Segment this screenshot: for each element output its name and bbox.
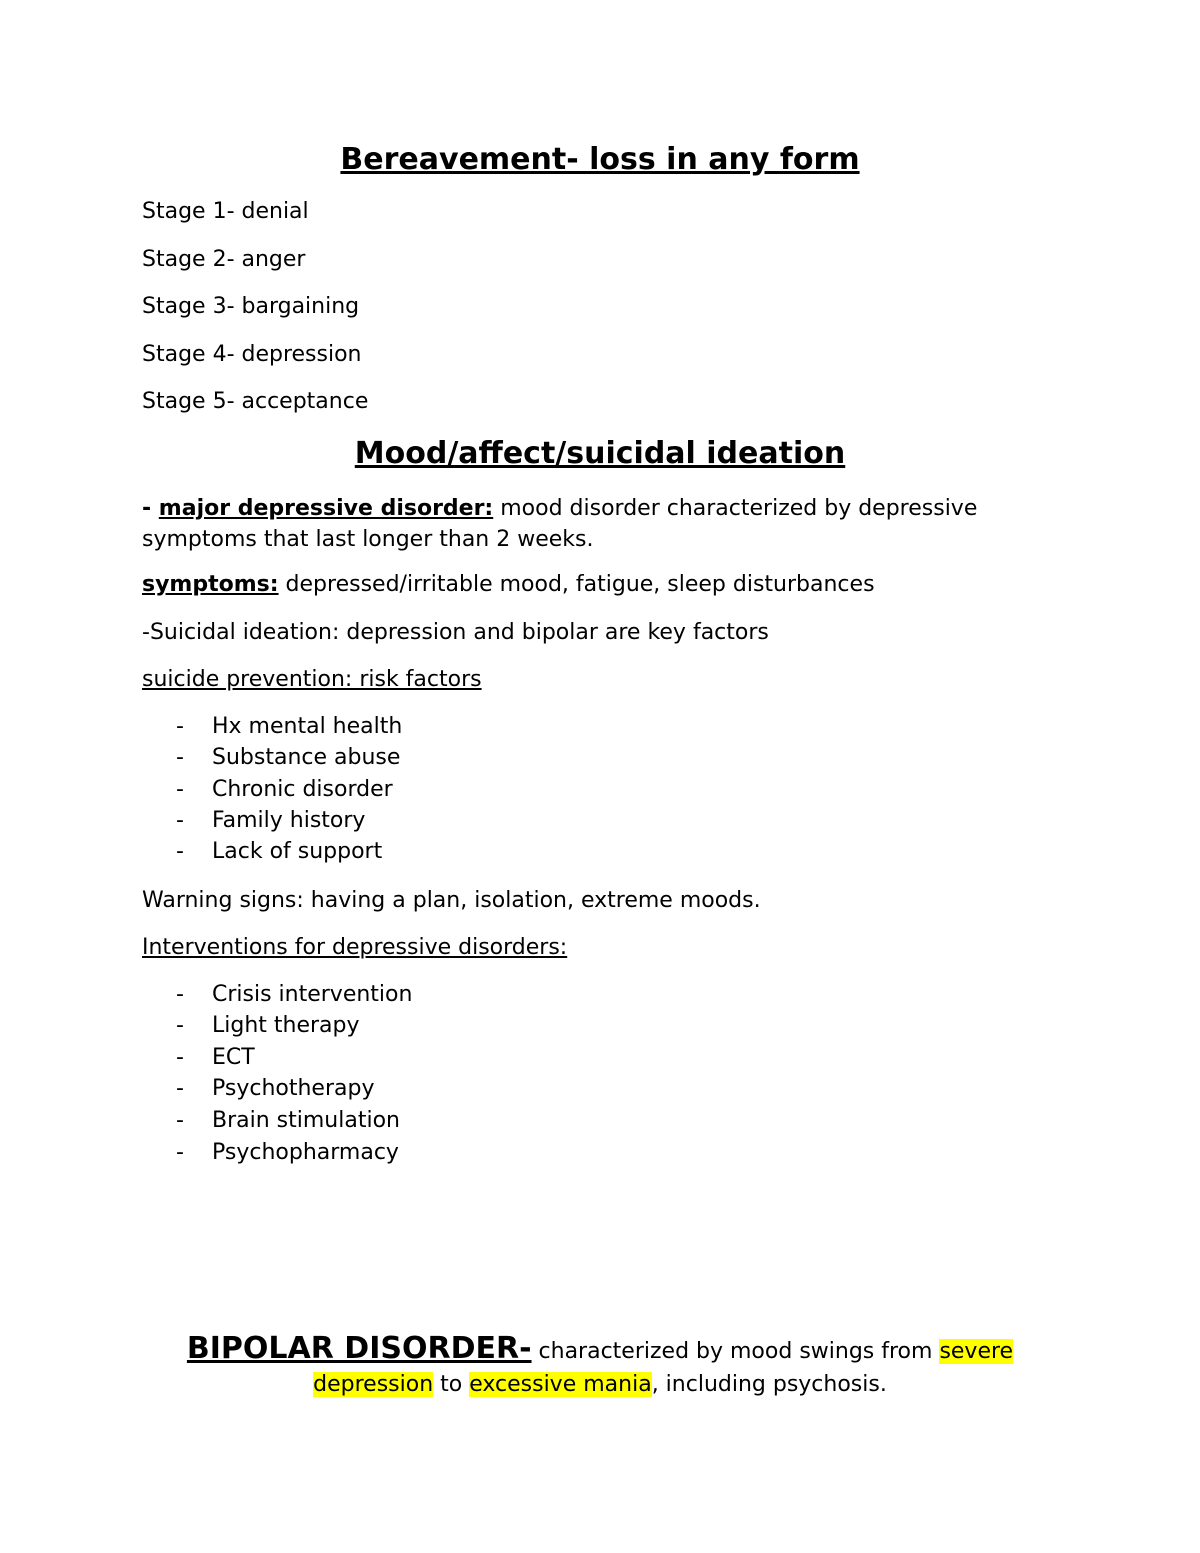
intervention-text: Psychopharmacy [212, 1140, 399, 1165]
bullet-dash: - [176, 1045, 184, 1070]
list-item [0, 984, 1200, 1015]
list-item [0, 716, 1200, 747]
highlight-severe: severe [939, 1339, 1014, 1364]
risk-factor-text: Substance abuse [212, 745, 401, 770]
bipolar-title: BIPOLAR DISORDER- [186, 1331, 532, 1366]
symptoms-line [142, 574, 875, 596]
list-item [0, 1142, 1200, 1173]
symptoms-text: depressed/irritable mood, fatigue, sleep disturbances [278, 572, 875, 597]
list-item [0, 1047, 1200, 1078]
bipolar-text-2: to [433, 1372, 470, 1397]
list-item [0, 1015, 1200, 1046]
suicidal-ideation-line: -Suicidal ideation: depression and bipolar are key factors [142, 620, 769, 645]
list-item [0, 747, 1200, 778]
warning-signs-line: Warning signs: having a plan, isolation, extreme moods. [142, 888, 761, 913]
intervention-text: Brain stimulation [212, 1108, 400, 1133]
intervention-text: Crisis intervention [212, 982, 413, 1007]
mdd-prefix: - [142, 496, 159, 521]
mdd-label: major depressive disorder: [158, 496, 494, 521]
bipolar-text-3: , including psychosis. [651, 1372, 887, 1397]
bullet-dash: - [176, 1140, 184, 1165]
bullet-dash: - [176, 808, 184, 833]
mood-heading: Mood/affect/suicidal ideation [354, 436, 846, 471]
stage-2: Stage 2- anger [142, 247, 306, 272]
highlight-depression: depression [313, 1372, 434, 1397]
stage-4: Stage 4- depression [142, 342, 362, 367]
bipolar-paragraph [0, 1332, 1200, 1401]
risk-factor-text: Lack of support [212, 839, 383, 864]
risk-factors-heading: suicide prevention: risk factors [142, 667, 482, 692]
stage-3: Stage 3- bargaining [142, 294, 360, 319]
bereavement-heading: Bereavement- loss in any form [340, 142, 860, 177]
interventions-heading: Interventions for depressive disorders: [142, 935, 568, 960]
bullet-dash: - [176, 982, 184, 1007]
bullet-dash: - [176, 1076, 184, 1101]
list-item [0, 810, 1200, 841]
bullet-dash: - [176, 839, 184, 864]
risk-factor-text: Hx mental health [212, 714, 403, 739]
list-item [0, 1110, 1200, 1141]
bipolar-text-1: characterized by mood swings from [531, 1339, 940, 1364]
bullet-dash: - [176, 1108, 184, 1133]
risk-factor-text: Family history [212, 808, 366, 833]
bullet-dash: - [176, 745, 184, 770]
intervention-text: Light therapy [212, 1013, 360, 1038]
bullet-dash: - [176, 777, 184, 802]
list-item [0, 779, 1200, 810]
risk-factor-text: Chronic disorder [212, 777, 393, 802]
mdd-text: mood disorder characterized by depressive symptoms that last longer than 2 weeks. [142, 496, 978, 552]
stage-1: Stage 1- denial [142, 199, 309, 224]
bullet-dash: - [176, 714, 184, 739]
bullet-dash: - [176, 1013, 184, 1038]
intervention-text: ECT [212, 1045, 255, 1070]
symptoms-label: symptoms: [142, 572, 279, 597]
mdd-paragraph [142, 493, 1062, 555]
stage-5: Stage 5- acceptance [142, 389, 369, 414]
intervention-text: Psychotherapy [212, 1076, 375, 1101]
highlight-excessive-mania: excessive mania [469, 1372, 652, 1397]
list-item [0, 841, 1200, 872]
list-item [0, 1078, 1200, 1109]
